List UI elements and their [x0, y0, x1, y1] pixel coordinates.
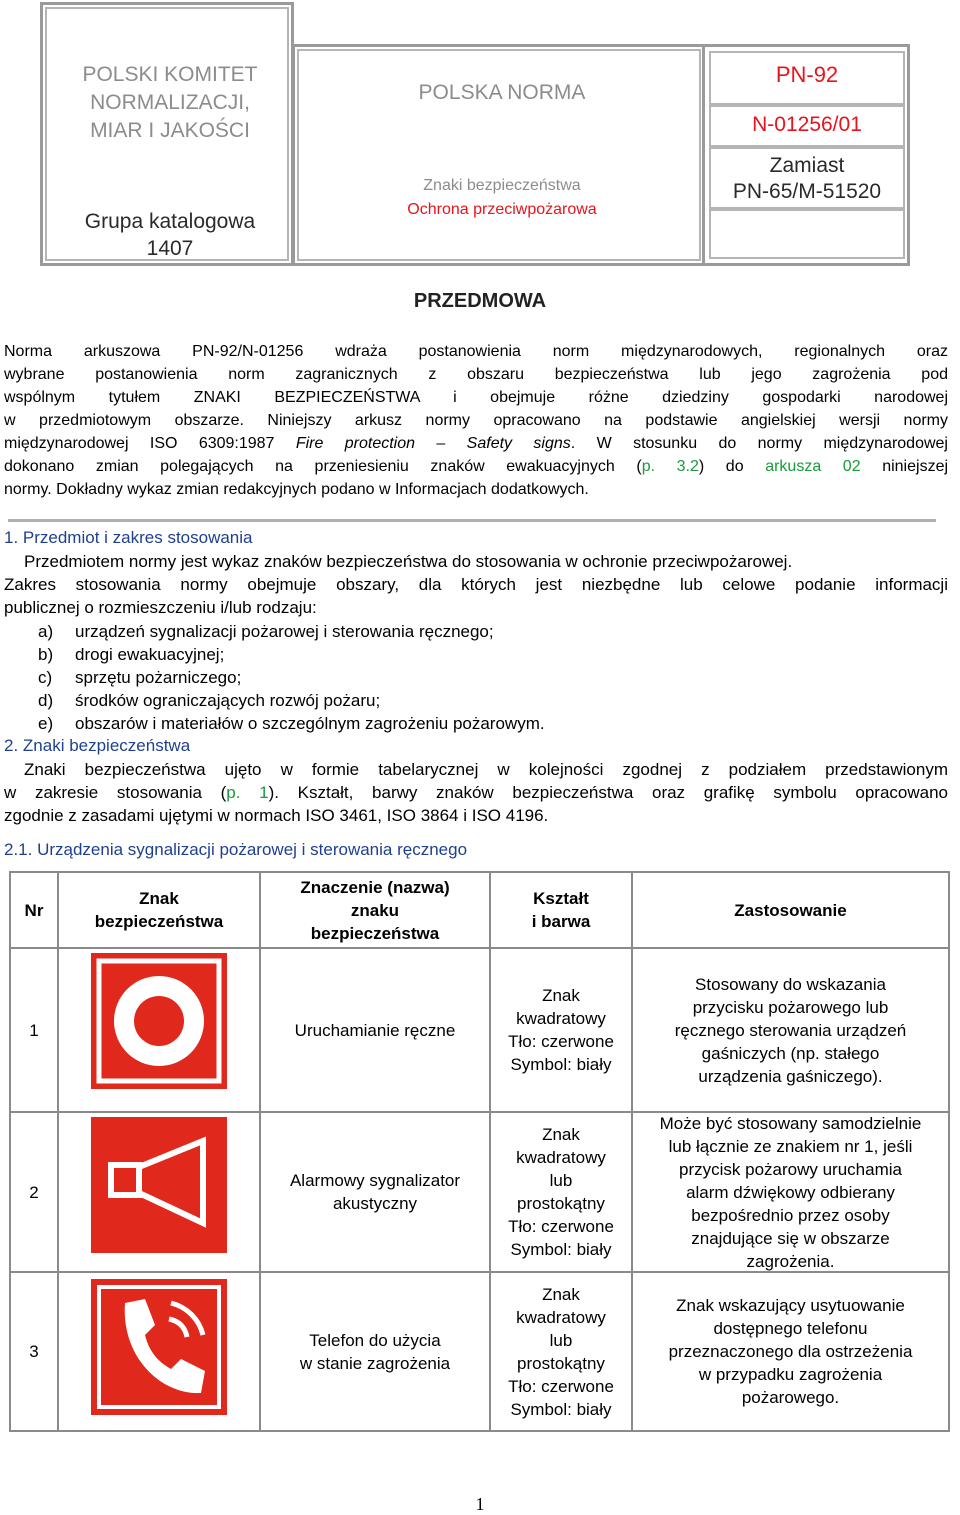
section-1-title: 1. Przedmiot i zakres stosowania — [4, 528, 253, 547]
shape-line: Symbol: biały — [510, 1055, 612, 1074]
row-meaning — [261, 1113, 489, 1271]
section-1-line: Zakres stosowania normy obejmuje obszary, dla których jest niezbędne lub celowe podanie informacji — [4, 575, 948, 594]
shape-line: kwadratowy — [516, 1307, 606, 1327]
table-border — [57, 871, 59, 1432]
preface-line — [4, 409, 948, 432]
organization-box — [40, 2, 294, 266]
row-nr: 1 — [29, 1020, 39, 1040]
section-2-line — [4, 781, 948, 804]
catalog-group-label: Grupa katalogowa — [84, 210, 256, 233]
list-text: obszarów i materiałów o szczególnym zagrożeniu pożarowym. — [75, 714, 545, 733]
table-border — [948, 871, 950, 1432]
section-link[interactable]: p. 3.2 — [641, 458, 699, 475]
section-2-paragraph — [4, 758, 948, 827]
shape-line: Znak — [542, 1125, 580, 1144]
preface-line: normy. Dokładny wykaz zmian redakcyjnych podano w Informacjach dodatkowych. — [4, 481, 589, 498]
shape-line: kwadratowy — [516, 1148, 606, 1167]
usage-line: bezpośrednio przez osoby — [691, 1205, 890, 1225]
preface-text: niniejszej — [860, 458, 949, 475]
usage-line: gaśniczych (np. stałego — [701, 1043, 880, 1063]
norm-code-box — [702, 44, 910, 266]
shape-line: Symbol: biały — [510, 1399, 612, 1419]
empty-cell — [709, 209, 905, 259]
list-text: sprzętu pożarniczego; — [75, 668, 242, 687]
pn-code: PN-92 — [775, 62, 839, 87]
list-text: drogi ewakuacyjnej; — [75, 645, 225, 664]
list-text: urządzeń sygnalizacji pożarowej i sterowania ręcznego; — [75, 622, 494, 641]
list-letter: b) — [38, 645, 54, 664]
emergency-telephone-icon — [91, 1279, 227, 1415]
usage-line: przycisk pożarowy uruchamia — [679, 1159, 902, 1179]
shape-line: prostokątny — [517, 1194, 605, 1213]
replaces-info — [709, 147, 905, 211]
list-item — [38, 689, 545, 712]
norm-subject-detail: Ochrona przeciwpożarowa — [407, 201, 597, 218]
list-item — [38, 643, 545, 666]
fire-alarm-horn-icon — [91, 1117, 227, 1253]
header-shape-line: Kształt — [533, 889, 589, 908]
usage-line: Może być stosowany samodzielnie — [659, 1113, 922, 1133]
meaning-line: w stanie zagrożenia — [299, 1353, 451, 1373]
header-meaning-line: bezpieczeństwa — [310, 923, 440, 943]
usage-line: Znak wskazujący usytuowanie — [676, 1296, 905, 1315]
signs-table — [9, 871, 950, 1432]
usage-line: Stosowany do wskazania — [695, 974, 886, 994]
preface-line: wspólnym tytułem ZNAKI BEZPIECZEŃSTWA i obejmuje różne dziedziny gospodarki narodowej — [4, 389, 948, 406]
replaces-label: Zamiast — [769, 154, 845, 177]
usage-line: urządzenia gaśniczego). — [698, 1066, 883, 1086]
list-letter: c) — [38, 668, 53, 687]
header-sign — [59, 873, 259, 947]
header-meaning-line: Znaczenie (nazwa) — [300, 877, 450, 897]
preface-text: ) do — [698, 458, 766, 475]
row-shape — [491, 949, 631, 1111]
preface-line: Norma arkuszowa PN-92/N-01256 wdraża postanowienia norm międzynarodowych, regionalnych oraz — [4, 343, 948, 360]
meaning-line: Telefon do użycia — [309, 1330, 441, 1350]
row-usage — [633, 1273, 948, 1430]
iso-title: Fire protection – Safety signs — [295, 435, 571, 452]
row-shape — [491, 1113, 631, 1271]
catalog-group — [43, 208, 297, 262]
sheet-link[interactable]: arkusza 02 — [765, 458, 861, 475]
section-2-line: zgodnie z zasadami ujętymi w normach ISO 3461, ISO 3864 i ISO 4196. — [4, 806, 549, 825]
shape-line: prostokątny — [517, 1353, 605, 1373]
section-2-text: w zakresie stosowania ( — [4, 783, 227, 802]
organization-name-line: POLSKI KOMITET — [82, 63, 258, 86]
organization-name-line: MIAR I JAKOŚCI — [90, 119, 250, 142]
header-nr: Nr — [24, 900, 44, 920]
section-2-text: ). Kształt, barwy znaków bezpieczeństwa oraz grafikę symbolu opracowano — [268, 783, 948, 802]
usage-line: lub łącznie ze znakiem nr 1, jeśli — [668, 1136, 913, 1156]
usage-line: zagrożenia. — [746, 1251, 835, 1271]
section-1-line: Przedmiotem normy jest wykaz znaków bezpieczeństwa do stosowania w ochronie przeciwpożarowej. — [24, 552, 793, 571]
organization-name — [43, 61, 297, 145]
preface-line — [4, 455, 948, 478]
section-2-line: Znaki bezpieczeństwa ujęto w formie tabelarycznej w kolejności zgodnej z podziałem przedstawionym — [24, 760, 948, 779]
row-meaning — [261, 949, 489, 1111]
shape-line: Tło: czerwone — [508, 1376, 614, 1396]
usage-line: alarm dźwiękowy odbierany — [686, 1182, 895, 1202]
list-letter: a) — [38, 622, 54, 641]
section-1-line: publicznej o rozmieszczeniu i/lub rodzaju: — [4, 598, 317, 617]
header-meaning-line: znaku — [350, 900, 400, 920]
page-number: 1 — [475, 1494, 485, 1514]
section-1-paragraph — [4, 550, 948, 619]
shape-line: kwadratowy — [516, 1009, 606, 1028]
preface-text: Niniejszy arkusz normy opracowano na podstawie angielskiej wersji normy — [243, 412, 949, 429]
preface-title: PRZEDMOWA — [413, 290, 547, 312]
header-sign-line: Znak — [139, 889, 179, 908]
meaning-line: akustyczny — [332, 1194, 418, 1213]
usage-line: przycisku pożarowego lub — [692, 997, 889, 1017]
row-nr: 2 — [29, 1182, 39, 1202]
preface-line — [4, 432, 948, 455]
shape-line: lub — [549, 1171, 573, 1190]
shape-line: Znak — [542, 986, 580, 1005]
section-link[interactable]: p. 1 — [226, 783, 269, 802]
usage-line: ręcznego sterowania urządzeń — [674, 1020, 907, 1040]
list-item — [38, 666, 545, 689]
norm-title: POLSKA NORMA — [418, 81, 586, 104]
usage-line: znajdujące się w obszarze — [691, 1228, 890, 1248]
header-usage: Zastosowanie — [734, 900, 847, 920]
shape-line: lub — [549, 1330, 573, 1350]
list-text: środków ograniczających rozwój pożaru; — [75, 691, 381, 710]
subsection-2-1-title: 2.1. Urządzenia sygnalizacji pożarowej i sterowania ręcznego — [4, 840, 468, 859]
usage-line: pożarowego. — [741, 1388, 840, 1407]
pn-number: N-01256/01 — [752, 113, 862, 136]
button-center — [134, 996, 184, 1046]
preface-text: dokonano zmian polegających na przeniesieniu znaków ewakuacyjnych ( — [4, 458, 642, 475]
header-shape — [491, 873, 631, 947]
preface-text: . W stosunku do normy międzynarodowej — [570, 435, 948, 452]
preface-text: w przedmiotowym obszarze. — [4, 412, 244, 429]
shape-line: Tło: czerwone — [508, 1032, 614, 1051]
table-border — [9, 1430, 950, 1432]
norm-subject: Znaki bezpieczeństwa — [423, 177, 581, 194]
row-shape — [491, 1273, 631, 1430]
shape-line: Tło: czerwone — [508, 1217, 614, 1236]
usage-line: dostępnego telefonu — [713, 1319, 868, 1338]
meaning-line: Alarmowy sygnalizator — [289, 1171, 461, 1190]
row-usage — [633, 1113, 948, 1271]
organization-name-line: NORMALIZACJI, — [90, 91, 250, 114]
section-2-title: 2. Znaki bezpieczeństwa — [4, 736, 191, 755]
list-item — [38, 620, 545, 643]
header-shape-line: i barwa — [531, 912, 591, 931]
list-letter: d) — [38, 691, 54, 710]
separator-line — [8, 519, 936, 522]
row-nr: 3 — [29, 1342, 39, 1361]
catalog-group-number: 1407 — [146, 237, 194, 260]
usage-line: w przypadku zagrożenia — [698, 1365, 883, 1384]
meaning-line: Uruchamianie ręczne — [294, 1020, 456, 1040]
list-item — [38, 712, 545, 735]
scope-list — [38, 620, 545, 735]
header-meaning — [261, 873, 489, 947]
row-meaning — [261, 1273, 489, 1430]
shape-line: Symbol: biały — [510, 1240, 612, 1259]
norm-title-box — [292, 44, 706, 266]
shape-line: Znak — [542, 1284, 580, 1304]
row-usage — [633, 949, 948, 1111]
preface-line: wybrane postanowienia norm zagranicznych z obszaru bezpieczeństwa lub jego zagrożenia pod — [4, 366, 948, 383]
preface-text: międzynarodowej ISO 6309:1987 — [4, 435, 296, 452]
header-sign-line: bezpieczeństwa — [94, 912, 224, 931]
preface-paragraph — [4, 340, 948, 501]
sign-background — [91, 1279, 227, 1415]
list-letter: e) — [38, 714, 54, 733]
replaces-code: PN-65/M-51520 — [732, 180, 882, 203]
manual-call-point-icon — [91, 953, 227, 1089]
usage-line: przeznaczonego dla ostrzeżenia — [668, 1342, 913, 1361]
